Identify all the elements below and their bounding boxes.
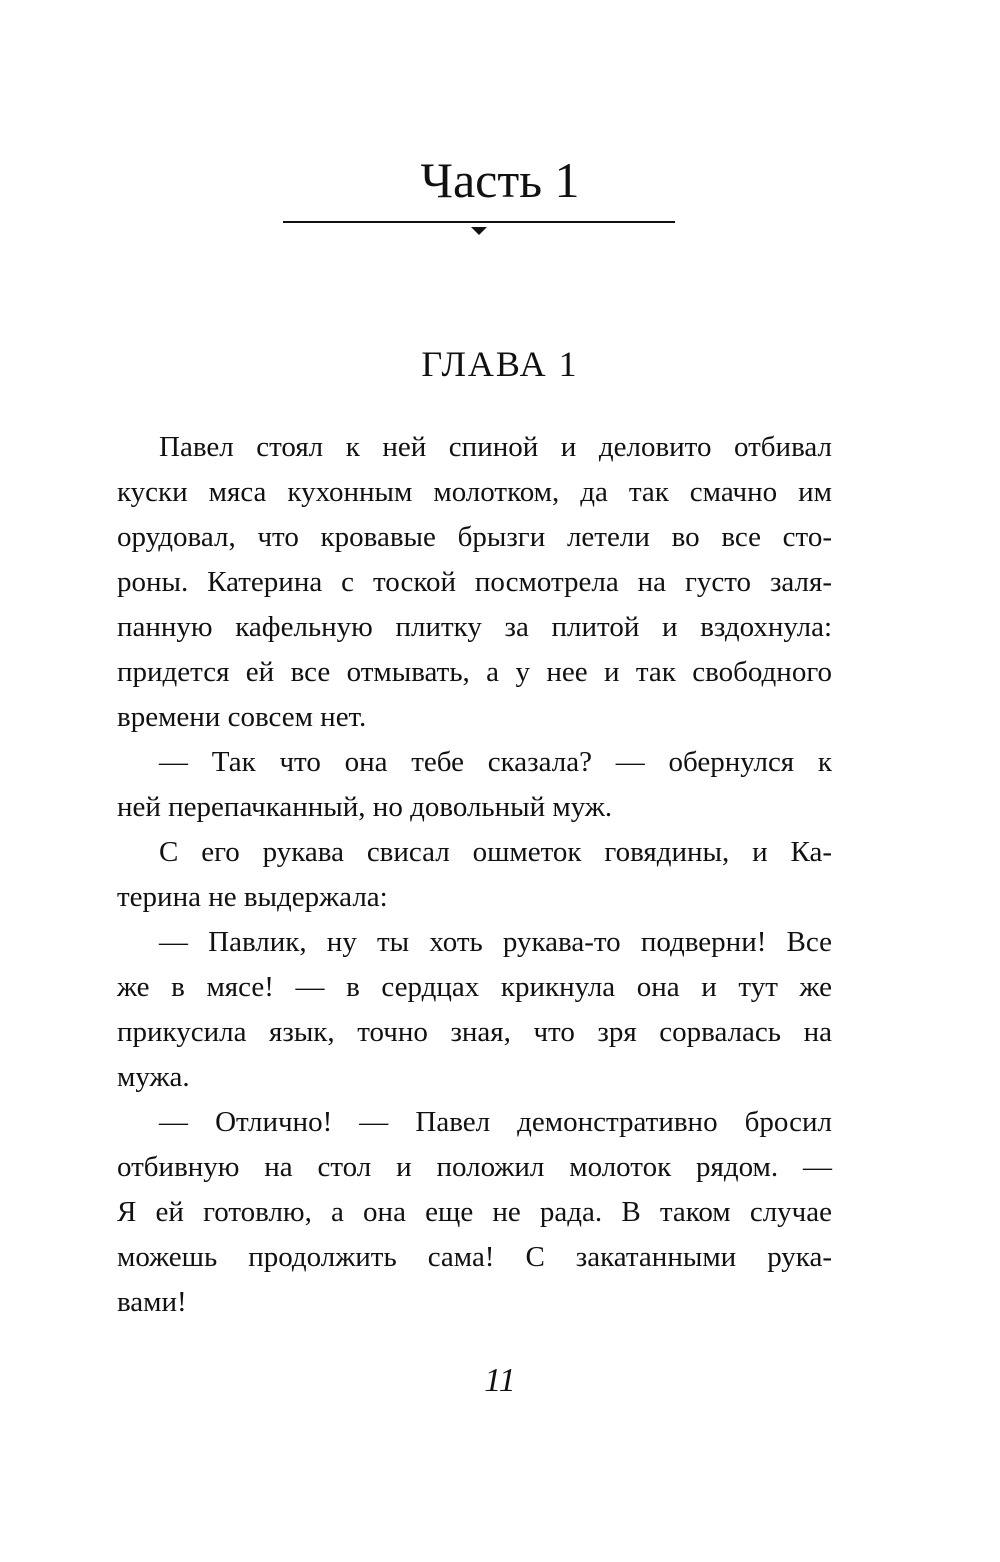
text-line: роны. Катерина с тоской посмотрела на густо заля- [117,566,832,598]
text-line: — Так что она тебе сказала? — обернулся к [159,746,832,778]
body-text [117,425,832,1325]
text-line: терина не выдержала: [117,881,388,913]
text-line: орудовал, что кровавые брызги летели во все сто- [117,521,832,553]
text-line: — Павлик, ну ты хоть рукава-то подверни! Все [159,926,832,958]
divider-rule [283,221,675,223]
text-line: Я ей готовлю, а она еще не рада. В таком случае [117,1196,832,1228]
text-line: С его рукава свисал ошметок говядины, и Ка- [159,836,832,868]
text-line: — Отлично! — Павел демонстративно бросил [159,1106,832,1138]
text-line: куски мяса кухонным молотком, да так смачно им [117,476,832,508]
triangle-ornament-icon [471,227,487,235]
chapter-title: ГЛАВА 1 [421,344,579,384]
text-line: же в мясе! — в сердцах крикнула она и тут же [117,971,832,1003]
text-line: мужа. [117,1061,190,1093]
text-line: времени совсем нет. [117,701,367,733]
text-line: можешь продолжить сама! С закатанными рука- [117,1241,832,1273]
text-line: ней перепачканный, но довольный муж. [117,791,613,823]
text-line: панную кафельную плитку за плитой и вздохнула: [117,611,832,643]
text-line: прикусила язык, точно зная, что зря сорвалась на [117,1016,832,1048]
text-line: придется ей все отмывать, а у нее и так свободного [117,656,832,688]
page-number: 11 [484,1362,516,1399]
text-line: Павел стоял к ней спиной и деловито отбивал [159,431,832,463]
text-line: вами! [117,1286,187,1318]
part-title: Часть 1 [420,152,580,208]
text-line: отбивную на стол и положил молоток рядом. — [117,1151,832,1183]
